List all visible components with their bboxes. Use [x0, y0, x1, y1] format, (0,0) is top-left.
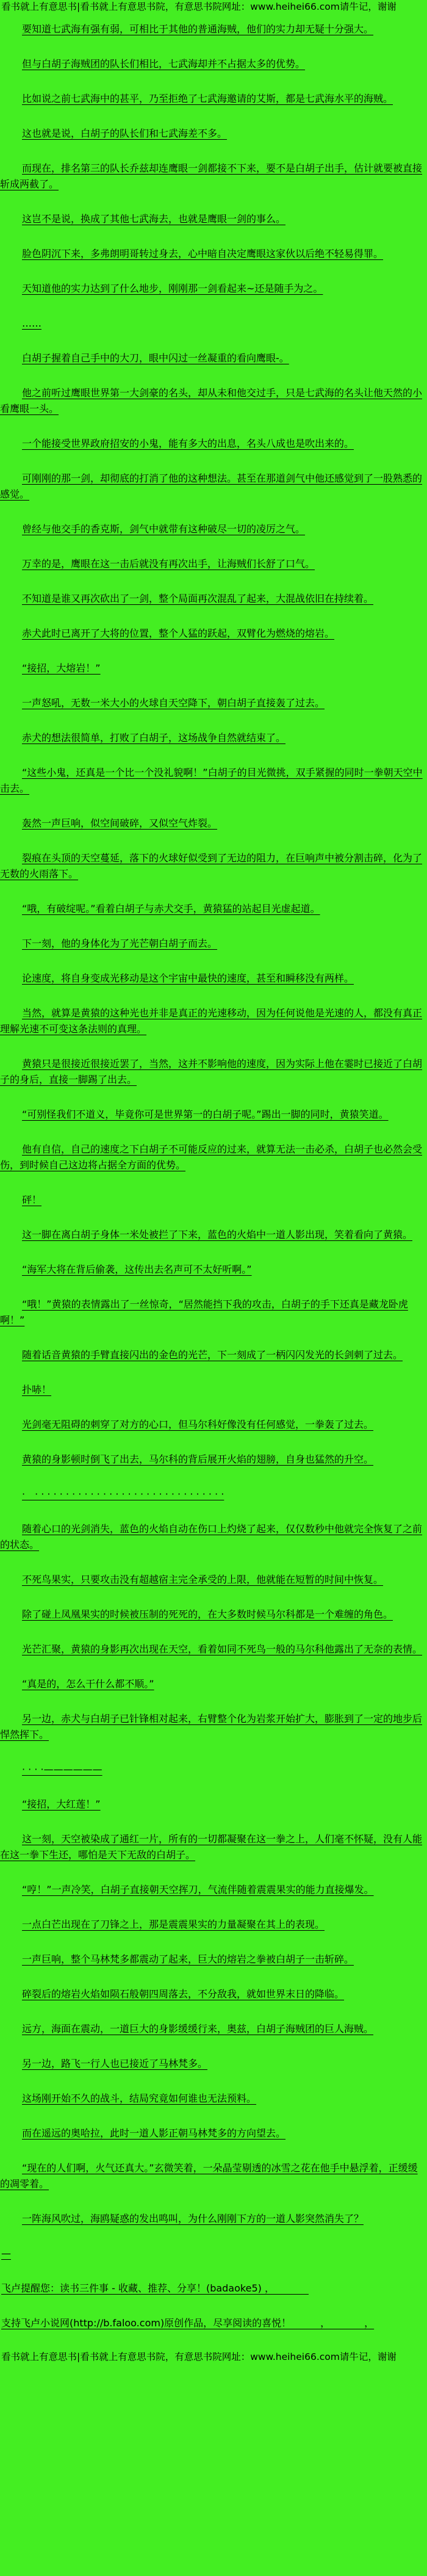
paragraph: 一阵海风吹过，海鸥疑惑的发出鸣叫，为什么刚刚下方的一道人影突然消失了？ [22, 2213, 364, 2224]
paragraph: 这岂不是说，换成了其他七武海去，也就是鹰眼一剑的事么。 [22, 213, 286, 225]
paragraph: · · · ·—————— [22, 1764, 102, 1775]
paragraph: 下一刻，他的身体化为了光芒朝白胡子而去。 [22, 938, 218, 949]
footer-divider: — [1, 2248, 11, 2259]
paragraph: 不知道是谁又再次砍出了一剑，整个局面再次混乱了起来，大混战依旧在持续着。 [22, 593, 374, 604]
paragraph: 比如说之前七武海中的甚平，乃至拒绝了七武海邀请的艾斯，都是七武海水平的海贼。 [22, 93, 393, 104]
paragraph: 一个能接受世界政府招安的小鬼，能有多大的出息，名头八成也是吹出来的。 [22, 438, 354, 449]
paragraph: 论速度，将自身变成光移动是这个宇宙中最快的速度，甚至和瞬移没有两样。 [22, 972, 354, 984]
paragraph: 除了碰上凤凰果实的时候被压制的死死的，在大多数时候马尔科都是一个难缠的角色。 [22, 1608, 393, 1620]
paragraph: 白胡子握着自己手中的大刀，眼中闪过一丝凝重的看向鹰眼-。 [22, 352, 289, 364]
paragraph: 光芒汇聚，黄猿的身影再次出现在天空，看着如同不死鸟一般的马尔科他露出了无奈的表情。 [22, 1643, 423, 1655]
paragraph: 他之前听过鹰眼世界第一大剑豪的名头，却从未和他交过手，只是七武海的名头让他天然的小看鹰眼一头。 [0, 387, 423, 414]
paragraph: “哼！”一声冷笑，白胡子直接朝天空挥刀，气流伴随着震震果实的能力直接爆发。 [22, 1884, 374, 1895]
paragraph: “真是的，怎么干什么都不顺。” [22, 1678, 154, 1690]
faloo-reminder-line: 飞卢提醒您：读书三件事 - 收藏、推荐、分享！(badaoke5) ， [1, 2282, 309, 2294]
paragraph: 这也就是说，白胡子的队长们和七武海差不多。 [22, 128, 228, 139]
paragraph: 一点白芒出现在了刀锋之上，那是震震果实的力量凝聚在其上的表现。 [22, 1919, 325, 1930]
paragraph: 一声怒吼，无数一米大小的火球自天空降下，朝白胡子直接轰了过去。 [22, 697, 325, 709]
paragraph: “接招，大红莲！” [22, 1798, 101, 1810]
paragraph: 万幸的是，鹰眼在这一击后就没有再次出手，让海贼们长舒了口气。 [22, 558, 315, 570]
paragraph: “可别怪我们不道义，毕竟你可是世界第一的白胡子呢。”踢出一脚的同时，黄猿笑道。 [22, 1109, 389, 1120]
paragraph: 而在遥远的奥哈拉，此时一道人影正朝马林梵多的方向望去。 [22, 2127, 286, 2139]
paragraph: “哦，有破绽呢。”看着白胡子与赤犬交手，黄猿猛的站起目光虚起道。 [22, 903, 320, 914]
paragraph: 轰然一声巨响，似空间破碎，又似空气炸裂。 [22, 817, 218, 829]
paragraph: 碎裂后的熔岩火焰如陨石般朝四周落去，不分敌我，就如世界末日的降临。 [22, 1988, 345, 2000]
paragraph: 天知道他的实力达到了什么地步，刚刚那一剑看起来~还是随手为之。 [22, 283, 323, 294]
paragraph: 当然，就算是黄猿的这种光也并非是真正的光速移动，因为任何说他是光速的人，都没有真正理解光速不可变这条法则的真理。 [0, 1007, 423, 1035]
paragraph: 随着心口的光剑消失，蓝色的火焰自动在伤口上灼烧了起来，仅仅数秒中他就完全恢复了之前的状态。 [0, 1523, 423, 1550]
paragraph: 另一边，赤犬与白胡子已针锋相对起来，右臂整个化为岩浆开始扩大，膨胀到了一定的地步后悍然挥下。 [0, 1713, 423, 1740]
paragraph: 扑哧！ [22, 1384, 52, 1395]
site-notice-top: 看书就上有意思书|看书就上有意思书院，有意思书院网址：www.heihei66.com请牛记，谢谢 [1, 1, 396, 12]
paragraph: 光剑毫无阻碍的刺穿了对方的心口，但马尔科好像没有任何感觉，一拳轰了过去。 [22, 1419, 374, 1430]
paragraph: 这一刻，天空被染成了通红一片，所有的一切都凝聚在这一拳之上，人们毫不怀疑，没有人能在这一拳下生还，哪怕是天下无敌的白胡子。 [0, 1833, 423, 1861]
paragraph: 而现在，排名第三的队长乔兹却连鹰眼一剑都接不下来，要不是白胡子出手，估计就要被直接斩成两截了。 [0, 162, 423, 190]
paragraph: “海军大将在背后偷袭，这传出去名声可不太好听啊。” [22, 1264, 252, 1275]
paragraph: 他有自信，自己的速度之下白胡子不可能反应的过来，就算无法一击必杀，白胡子也必然会受伤，到时候自己这边将占据全方面的优势。 [0, 1143, 423, 1171]
paragraph: · · · · · · · · · · · · · · · · · · · · · · · · · · · · · · · · [22, 1488, 224, 1500]
paragraph: 但与白胡子海贼团的队长们相比，七武海却并不占据太多的优势。 [22, 58, 306, 70]
paragraph: 砰！ [22, 1194, 42, 1206]
paragraph: 一声巨响，整个马林梵多都震动了起来，巨大的熔岩之拳被白胡子一击斩碎。 [22, 1953, 354, 1965]
site-notice-bottom: 看书就上有意思书|看书就上有意思书院，有意思书院网址：www.heihei66.com请牛记，谢谢 [1, 2351, 396, 2362]
paragraph: “这些小鬼，还真是一个比一个没礼貌啊！”白胡子的目光微挑，双手紧握的同时一拳朝天空中击去。 [0, 767, 423, 794]
paragraph: 可刚刚的那一剑，却彻底的打消了他的这种想法。甚至在那道剑气中他还感觉到了一股熟悉的感觉。 [0, 472, 423, 500]
novel-content [0, 21, 427, 2227]
paragraph: 黄猿的身影顿时倒飞了出去，马尔科的背后展开火焰的翅膀，自身也猛然的升空。 [22, 1453, 374, 1465]
paragraph: “接招，大熔岩！” [22, 662, 101, 674]
faloo-support-line: 支持飞卢小说网(http://b.faloo.com)原创作品，尽享阅读的喜悦！ ， ， [1, 2317, 375, 2329]
paragraph: 不死鸟果实，只要攻击没有超越宿主完全承受的上限，他就能在短暂的时间中恢复。 [22, 1574, 384, 1585]
paragraph: 曾经与他交手的香克斯，剑气中就带有这种破尽一切的凌厉之气。 [22, 523, 306, 535]
paragraph: 这一脚在离白胡子身体一米处被拦了下来，蓝色的火焰中一道人影出现，笑着看向了黄猿。 [22, 1229, 413, 1240]
paragraph: 脸色阴沉下来，多弗朗明哥转过身去，心中暗自决定鹰眼这家伙以后绝不轻易得罪。 [22, 248, 384, 259]
paragraph: 远方，海面在震动，一道巨大的身影缓缓行来，奥兹，白胡子海贼团的巨人海贼。 [22, 2023, 374, 2035]
paragraph: 黄猿只是很接近很接近罢了，当然，这并不影响他的速度，因为实际上他在霎时已接近了白胡子的身后，直接一脚踢了出去。 [0, 1058, 423, 1085]
paragraph: 赤犬此时已离开了大将的位置，整个人猛的跃起，双臂化为燃烧的熔岩。 [22, 628, 335, 639]
paragraph: 赤犬的想法很简单，打败了白胡子，这场战争自然就结束了。 [22, 732, 286, 743]
paragraph: 这场刚开始不久的战斗，结局究竟如何谁也无法预料。 [22, 2093, 257, 2104]
paragraph: …… [22, 317, 41, 329]
paragraph: 另一边，路飞一行人也已接近了马林梵多。 [22, 2058, 208, 2069]
paragraph: 裂痕在头顶的天空蔓延，落下的火球好似受到了无边的阻力，在巨响声中被分割击碎，化为了无数的火雨落下。 [0, 852, 423, 880]
paragraph: 随着话音黄猿的手臂直接闪出的金色的光芒，下一刻成了一柄闪闪发光的长剑刺了过去。 [22, 1349, 403, 1361]
paragraph: 要知道七武海有强有弱，可相比于其他的普通海贼，他们的实力却无疑十分强大。 [22, 23, 374, 35]
paragraph: “哦！”黄猿的表情露出了一丝惊奇，“居然能挡下我的攻击，白胡子的手下还真是藏龙卧虎啊！” [0, 1298, 408, 1326]
paragraph: “现在的人们啊，火气还真大。”玄微笑着，一朵晶莹剔透的冰雪之花在他手中悬浮着，正缓缓的凋零着。 [0, 2162, 418, 2190]
